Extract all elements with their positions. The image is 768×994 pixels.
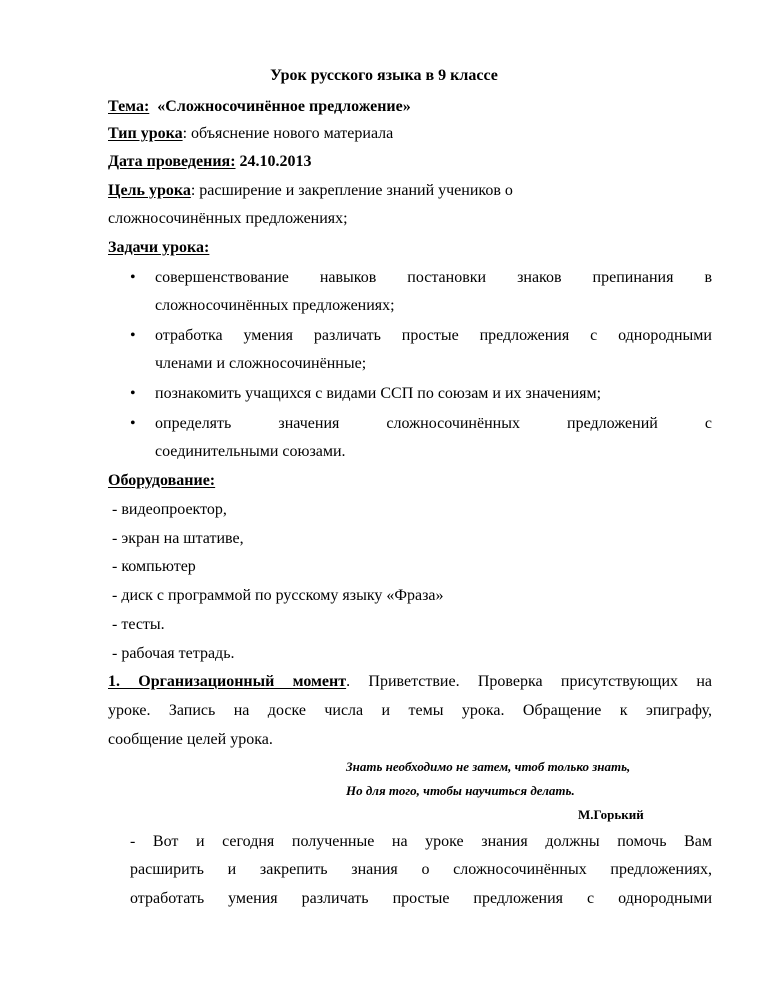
task-item-3-line1: познакомить учащихся с видами ССП по союзам и их значениям; <box>155 385 602 402</box>
equipment-item-3: - компьютер <box>112 558 196 575</box>
section-1-text: . Приветствие. Проверка присутствующих на <box>346 673 712 690</box>
section-1-label: 1. Организационный момент <box>108 673 347 690</box>
goal-line <box>108 181 513 201</box>
task-item-2-line2: членами и сложносочинённые; <box>155 355 367 372</box>
equipment-item-1: - видеопроектор, <box>112 501 227 518</box>
goal-value: : расширение и закрепление знаний учеников о <box>190 182 513 199</box>
section-1-line2: уроке. Запись на доске числа и темы урока. Обращение к эпиграфу, <box>108 702 712 719</box>
tasks-label: Задачи урока: <box>108 239 210 256</box>
speech-line3: отработать умения различать простые предложения с однородными <box>130 890 712 907</box>
lesson-type-value: : объяснение нового материала <box>182 125 394 142</box>
date-label: Дата проведения: <box>108 153 236 170</box>
bullet-icon: • <box>130 269 136 286</box>
lesson-type-line <box>108 124 393 144</box>
equipment-label: Оборудование: <box>108 472 216 489</box>
date-line <box>108 152 312 172</box>
task-item-4-line2: соединительными союзами. <box>155 443 346 460</box>
bullet-icon: • <box>130 385 136 402</box>
speech-line2: расширить и закрепить знания о сложносочинённых предложениях, <box>130 861 712 878</box>
task-item-1-line2: сложносочинённых предложениях; <box>155 297 395 314</box>
epigraph-line1: Знать необходимо не затем, чтоб только знать, <box>346 759 631 774</box>
lesson-type-label: Тип урока <box>108 125 183 142</box>
epigraph-author: М.Горький <box>578 807 644 822</box>
topic-value: «Сложносочинённое предложение» <box>157 98 411 115</box>
bullet-icon: • <box>130 327 136 344</box>
equipment-item-4: - диск с программой по русскому языку «Фраза» <box>112 587 444 604</box>
document-title: Урок русского языка в 9 классе <box>270 67 498 84</box>
section-1-line3: сообщение целей урока. <box>108 731 273 748</box>
equipment-heading <box>108 471 215 491</box>
equipment-item-2: - экран на штативе, <box>112 530 244 547</box>
goal-label: Цель урока <box>108 182 191 199</box>
topic-label: Тема: <box>108 98 150 115</box>
tasks-heading <box>108 238 209 258</box>
task-item-1-line1: совершенствование навыков постановки знаков препинания в <box>155 269 712 286</box>
equipment-item-5: - тесты. <box>112 616 165 633</box>
goal-continuation: сложносочинённых предложениях; <box>108 210 348 227</box>
task-item-2-line1: отработка умения различать простые предложения с однородными <box>155 327 712 344</box>
epigraph-line2: Но для того, чтобы научиться делать. <box>346 783 575 798</box>
task-item-4-line1: определять значения сложносочинённых предложений с <box>155 415 712 432</box>
date-value: 24.10.2013 <box>235 153 312 170</box>
equipment-item-6: - рабочая тетрадь. <box>112 645 235 662</box>
topic-line <box>108 97 411 117</box>
bullet-icon: • <box>130 415 136 432</box>
speech-line1: - Вот и сегодня полученные на уроке знания должны помочь Вам <box>130 833 712 850</box>
section-1-line1 <box>108 672 712 692</box>
